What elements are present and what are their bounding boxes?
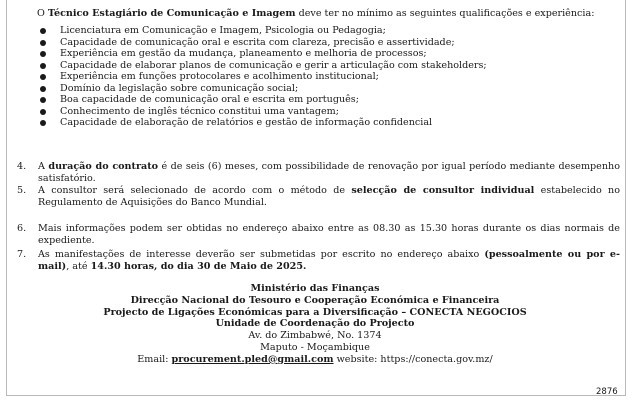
qualification-text: Experiência em funções protocolares e acolhimento institucional; — [60, 71, 379, 83]
bullet-icon — [40, 28, 46, 34]
intro-suffix: deve ter no mínimo as seguintes qualificações e experiência: — [295, 8, 595, 19]
list-item — [40, 37, 600, 49]
item-text — [38, 161, 620, 184]
text-run: , até — [66, 260, 91, 272]
item-6 — [17, 223, 620, 246]
list-item — [40, 106, 600, 118]
item-text — [38, 223, 620, 246]
selection-method: selecção de consultor individual — [351, 185, 535, 196]
text-run: As manifestações de interesse deverão ser submetidas por escrito no endereço abaixo — [38, 249, 485, 260]
website-link[interactable]: https://conecta.gov.mz/ — [380, 353, 493, 365]
deadline: 14.30 horas, do dia 30 de Maio de 2025. — [90, 260, 307, 272]
list-item — [40, 48, 600, 60]
qualification-text: Conhecimento de inglês técnico constitui uma vantagem; — [60, 105, 339, 117]
list-item — [40, 117, 600, 129]
item-4 — [17, 161, 620, 184]
list-item — [40, 60, 600, 72]
bullet-icon — [40, 97, 46, 103]
directorate-name: Direcção Nacional do Tesouro e Cooperação Económica e Financeira — [130, 294, 500, 306]
text-run: A consultor será selecionado de acordo com o método de — [38, 185, 352, 196]
project-name: Projecto de Ligações Económicas para a Diversificação – CONECTA NEGOCIOS — [103, 306, 527, 318]
text-run: é de seis (6) meses, com possibilidade de renovação por igual período mediante desempenho satisfatório. — [38, 161, 620, 184]
qualification-text: Licenciatura em Comunicação e Imagem, Psicologia ou Pedagogia; — [60, 25, 386, 36]
intro-prefix: O — [37, 8, 48, 19]
page-number: 2876 — [596, 387, 618, 397]
bullet-icon — [40, 74, 46, 80]
qualification-text: Capacidade de elaborar planos de comunicação e gerir a articulação com stakeholders; — [60, 59, 487, 71]
submission-mode: (pessoalmente ou por e-mail) — [38, 249, 620, 272]
item-number: 4. — [17, 161, 27, 172]
list-item — [40, 71, 600, 83]
position-title: Técnico Estagiário de Comunicação e Imagem — [47, 8, 296, 19]
text-run: Mais informações podem ser obtidas no endereço abaixo entre as 08.30 as 15.30 horas durante os dias normais de expediente. — [38, 223, 620, 246]
unit-name: Unidade de Coordenação do Projecto — [215, 318, 415, 330]
street-address: Av. do Zimbabwé, No. 1374 — [248, 330, 382, 342]
text-run: A — [38, 161, 49, 172]
list-item — [40, 94, 600, 106]
qualifications-list — [40, 25, 600, 129]
qualification-text: Domínio da legislação sobre comunicação social; — [60, 82, 299, 94]
email-link[interactable]: procurement.pled@gmail.com — [171, 353, 334, 365]
website-label: website: — [333, 353, 381, 365]
contract-duration-label: duração do contrato — [48, 161, 159, 172]
qualification-text: Boa capacidade de comunicação oral e escrita em português; — [60, 94, 359, 106]
ministry-name: Ministério das Finanças — [250, 283, 380, 294]
item-text — [38, 249, 620, 272]
intro-paragraph — [37, 8, 622, 20]
qualification-text: Experiência em gestão da mudança, planeamento e melhoria de processos; — [60, 48, 427, 60]
text-run: estabelecido no Regulamento de Aquisições do Banco Mundial. — [38, 185, 621, 208]
qualification-text: Capacidade de elaboração de relatórios e gestão de informação confidencial — [60, 117, 433, 129]
bullet-icon — [40, 40, 46, 46]
item-number: 7. — [17, 249, 27, 260]
email-label: Email: — [137, 353, 172, 365]
list-item — [40, 83, 600, 95]
item-5 — [17, 185, 620, 208]
bullet-icon — [40, 86, 46, 92]
item-7 — [17, 249, 620, 272]
item-number: 6. — [17, 223, 27, 234]
city: Maputo - Moçambique — [260, 341, 370, 353]
item-number: 5. — [17, 185, 27, 196]
bullet-icon — [40, 63, 46, 69]
item-text — [38, 185, 620, 208]
bullet-icon — [40, 109, 46, 115]
bullet-icon — [40, 51, 46, 57]
qualification-text: Capacidade de comunicação oral e escrita com clareza, precisão e assertividade; — [60, 36, 455, 48]
contact-line — [20, 354, 610, 366]
list-item — [40, 25, 600, 37]
contact-block — [20, 283, 610, 366]
bullet-icon — [40, 120, 46, 126]
